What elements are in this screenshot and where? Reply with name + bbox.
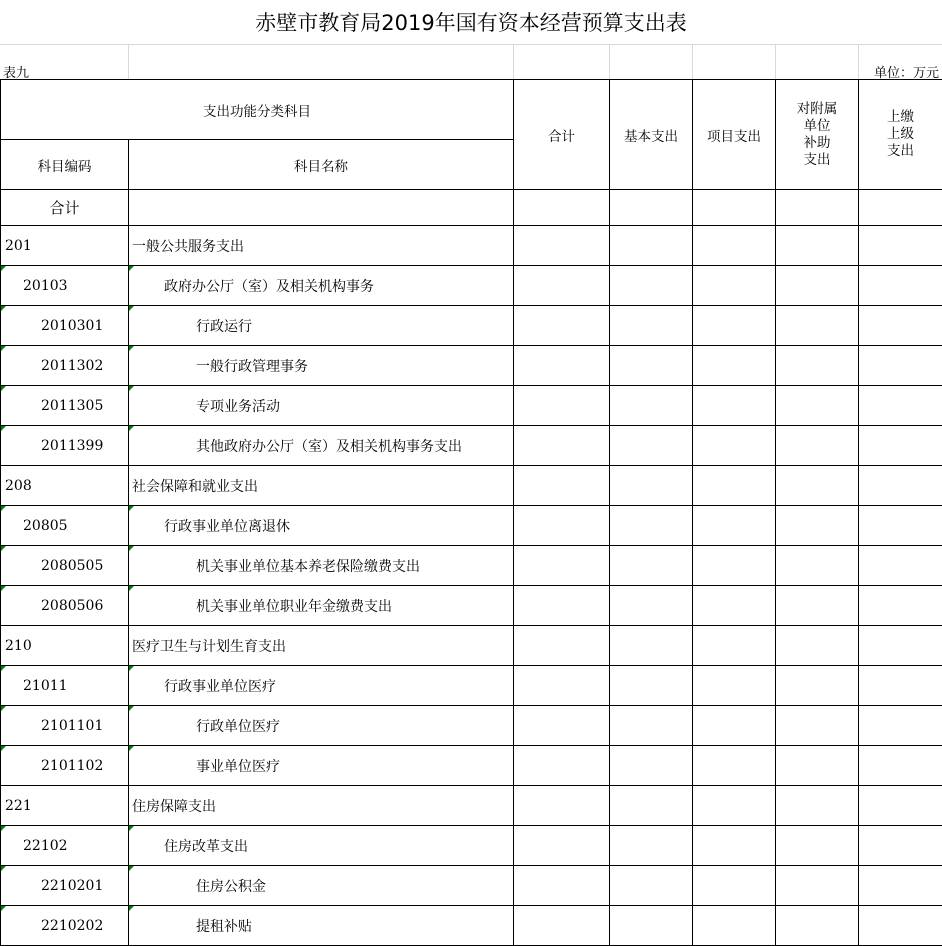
project-amount-cell[interactable] (693, 586, 776, 626)
header-code: 科目编码 (1, 140, 129, 190)
project-amount-cell[interactable] (693, 866, 776, 906)
table-row (1, 546, 942, 586)
subject-name-cell[interactable] (129, 586, 514, 626)
subject-code: 22102 (23, 838, 68, 854)
subject-name: 行政事业单位离退休 (164, 519, 290, 535)
basic-amount-cell[interactable] (610, 226, 693, 266)
subject-name: 其他政府办公厅（室）及相关机构事务支出 (196, 439, 462, 455)
total-amount-cell[interactable] (514, 626, 610, 666)
cell-marker-icon (1, 266, 6, 271)
project-amount-cell[interactable] (693, 826, 776, 866)
subject-code: 2011305 (41, 398, 103, 414)
subject-name-cell[interactable] (129, 666, 514, 706)
basic-amount-cell[interactable] (610, 866, 693, 906)
remit-amount-cell[interactable] (859, 746, 942, 786)
basic-amount-cell[interactable] (610, 506, 693, 546)
subject-code: 201 (5, 238, 32, 254)
subject-code: 2210201 (41, 878, 103, 894)
cell-marker-icon (129, 666, 134, 671)
subsidy-amount-cell[interactable] (776, 306, 859, 346)
subject-code-cell[interactable] (1, 786, 129, 826)
table-row (1, 826, 942, 866)
table-number-label: 表九 (3, 62, 29, 81)
project-amount-cell[interactable] (693, 266, 776, 306)
project-amount-cell[interactable] (693, 706, 776, 746)
cell-marker-icon (1, 706, 6, 711)
project-amount-cell[interactable] (693, 306, 776, 346)
grid-line (858, 44, 859, 79)
subsidy-amount-cell[interactable] (776, 586, 859, 626)
subject-name-cell[interactable] (129, 306, 514, 346)
subject-name: 一般公共服务支出 (132, 239, 244, 255)
sheet-title: 赤壁市教育局2019年国有资本经营预算支出表 (0, 0, 942, 45)
subsidy-amount-cell[interactable] (776, 906, 859, 946)
total-amount-cell[interactable] (514, 826, 610, 866)
total-amount-cell[interactable] (514, 266, 610, 306)
header-name: 科目名称 (129, 140, 514, 190)
subject-code-cell[interactable] (1, 346, 129, 386)
table-row (1, 386, 942, 426)
basic-amount-cell[interactable] (610, 746, 693, 786)
project-amount-cell[interactable] (693, 746, 776, 786)
table-row (1, 506, 942, 546)
grid-line (128, 44, 129, 79)
subject-code-cell[interactable] (1, 306, 129, 346)
cell-marker-icon (129, 906, 134, 911)
basic-amount-cell[interactable] (610, 666, 693, 706)
subject-code-cell[interactable] (1, 626, 129, 666)
subject-name-cell[interactable] (129, 866, 514, 906)
total-amount-cell[interactable] (514, 506, 610, 546)
subsidy-amount-cell[interactable] (776, 466, 859, 506)
subsidy-amount-cell[interactable] (776, 426, 859, 466)
subject-name-cell[interactable] (129, 746, 514, 786)
cell-marker-icon (1, 346, 6, 351)
subject-code: 2080506 (41, 598, 103, 614)
subject-code: 20103 (23, 278, 68, 294)
cell-marker-icon (129, 826, 134, 831)
grid-line (775, 44, 776, 79)
remit-amount-cell[interactable] (859, 586, 942, 626)
project-amount-cell[interactable] (693, 386, 776, 426)
total-amount-cell (514, 190, 610, 226)
project-amount-cell[interactable] (693, 506, 776, 546)
cell-marker-icon (129, 386, 134, 391)
total-name-cell (129, 190, 514, 226)
total-amount-cell[interactable] (514, 866, 610, 906)
header-row-1 (1, 80, 942, 140)
table-row (1, 866, 942, 906)
subject-name-cell[interactable] (129, 786, 514, 826)
total-basic-cell (610, 190, 693, 226)
cell-marker-icon (129, 306, 134, 311)
subject-name: 机关事业单位基本养老保险缴费支出 (196, 559, 420, 575)
cell-marker-icon (129, 426, 134, 431)
subject-code-cell[interactable] (1, 266, 129, 306)
subject-name: 行政运行 (196, 319, 252, 335)
basic-amount-cell[interactable] (610, 426, 693, 466)
header-category-group: 支出功能分类科目 (1, 80, 514, 140)
total-row-label: 合计 (1, 190, 129, 226)
project-amount-cell[interactable] (693, 546, 776, 586)
total-amount-cell[interactable] (514, 786, 610, 826)
remit-amount-cell[interactable] (859, 266, 942, 306)
subject-name: 专项业务活动 (196, 399, 280, 415)
subject-code-cell[interactable] (1, 666, 129, 706)
subject-code: 2210202 (41, 918, 103, 934)
cell-marker-icon (1, 666, 6, 671)
subject-name-cell[interactable] (129, 346, 514, 386)
meta-row (0, 44, 942, 79)
basic-amount-cell[interactable] (610, 266, 693, 306)
total-subsidy-cell (776, 190, 859, 226)
subject-code-cell[interactable] (1, 586, 129, 626)
cell-marker-icon (1, 546, 6, 551)
subsidy-amount-cell[interactable] (776, 386, 859, 426)
table-row (1, 626, 942, 666)
remit-amount-cell[interactable] (859, 546, 942, 586)
cell-marker-icon (1, 386, 6, 391)
subject-code-cell[interactable] (1, 546, 129, 586)
subject-name-cell[interactable] (129, 466, 514, 506)
subsidy-amount-cell[interactable] (776, 346, 859, 386)
cell-marker-icon (129, 346, 134, 351)
cell-marker-icon (1, 826, 6, 831)
subsidy-amount-cell[interactable] (776, 826, 859, 866)
project-amount-cell[interactable] (693, 426, 776, 466)
total-amount-cell[interactable] (514, 306, 610, 346)
grid-line (692, 44, 693, 79)
remit-amount-cell[interactable] (859, 826, 942, 866)
subsidy-amount-cell[interactable] (776, 626, 859, 666)
basic-amount-cell[interactable] (610, 906, 693, 946)
subject-name-cell[interactable] (129, 826, 514, 866)
total-amount-cell[interactable] (514, 226, 610, 266)
subject-code: 210 (5, 638, 32, 654)
subsidy-amount-cell[interactable] (776, 706, 859, 746)
cell-marker-icon (1, 506, 6, 511)
remit-amount-cell[interactable] (859, 226, 942, 266)
table-row (1, 466, 942, 506)
total-amount-cell[interactable] (514, 706, 610, 746)
cell-marker-icon (129, 746, 134, 751)
table-row (1, 306, 942, 346)
budget-table (0, 79, 942, 946)
subject-code: 208 (5, 478, 32, 494)
cell-marker-icon (1, 306, 6, 311)
remit-amount-cell[interactable] (859, 706, 942, 746)
project-amount-cell[interactable] (693, 626, 776, 666)
project-amount-cell[interactable] (693, 466, 776, 506)
remit-amount-cell[interactable] (859, 866, 942, 906)
basic-amount-cell[interactable] (610, 306, 693, 346)
subject-name: 行政事业单位医疗 (164, 679, 276, 695)
subject-code-cell[interactable] (1, 506, 129, 546)
table-row (1, 906, 942, 946)
subject-name-cell[interactable] (129, 226, 514, 266)
subject-name-cell[interactable] (129, 546, 514, 586)
cell-marker-icon (129, 546, 134, 551)
subject-code: 21011 (23, 678, 68, 694)
subject-code: 2101101 (41, 718, 103, 734)
remit-amount-cell[interactable] (859, 386, 942, 426)
total-amount-cell[interactable] (514, 746, 610, 786)
subject-name-cell[interactable] (129, 386, 514, 426)
subject-name: 一般行政管理事务 (196, 359, 308, 375)
subject-code-cell[interactable] (1, 426, 129, 466)
subject-code: 221 (5, 798, 32, 814)
remit-amount-cell[interactable] (859, 666, 942, 706)
total-amount-cell[interactable] (514, 386, 610, 426)
subject-code: 2010301 (41, 318, 103, 334)
cell-marker-icon (129, 866, 134, 871)
basic-amount-cell[interactable] (610, 346, 693, 386)
remit-amount-cell[interactable] (859, 426, 942, 466)
subject-name: 提租补贴 (196, 919, 252, 935)
basic-amount-cell[interactable] (610, 546, 693, 586)
subject-name-cell[interactable] (129, 906, 514, 946)
subject-code-cell[interactable] (1, 706, 129, 746)
total-project-cell (693, 190, 776, 226)
grid-line (513, 44, 514, 79)
subject-code-cell[interactable] (1, 386, 129, 426)
subject-code-cell[interactable] (1, 226, 129, 266)
total-remit-cell (859, 190, 942, 226)
grid-line (609, 44, 610, 79)
remit-amount-cell[interactable] (859, 346, 942, 386)
table-row (1, 706, 942, 746)
subsidy-amount-cell[interactable] (776, 226, 859, 266)
subject-name: 机关事业单位职业年金缴费支出 (196, 599, 392, 615)
subject-name: 社会保障和就业支出 (132, 479, 258, 495)
table-row (1, 346, 942, 386)
subject-name-cell[interactable] (129, 266, 514, 306)
subject-name: 政府办公厅（室）及相关机构事务 (164, 279, 374, 295)
subject-name: 住房改革支出 (164, 839, 248, 855)
table-row (1, 426, 942, 466)
header-remit: 上缴 上级 支出 (859, 80, 942, 190)
header-total: 合计 (514, 80, 610, 190)
remit-amount-cell[interactable] (859, 786, 942, 826)
remit-amount-cell[interactable] (859, 506, 942, 546)
total-amount-cell[interactable] (514, 346, 610, 386)
total-amount-cell[interactable] (514, 906, 610, 946)
remit-amount-cell[interactable] (859, 906, 942, 946)
project-amount-cell[interactable] (693, 346, 776, 386)
total-amount-cell[interactable] (514, 546, 610, 586)
subject-name-cell[interactable] (129, 506, 514, 546)
cell-marker-icon (1, 426, 6, 431)
unit-label: 单位：万元 (874, 62, 939, 81)
basic-amount-cell[interactable] (610, 386, 693, 426)
subject-code-cell[interactable] (1, 826, 129, 866)
remit-amount-cell[interactable] (859, 466, 942, 506)
cell-marker-icon (129, 586, 134, 591)
basic-amount-cell[interactable] (610, 826, 693, 866)
subject-name: 住房保障支出 (132, 799, 216, 815)
table-row (1, 266, 942, 306)
subsidy-amount-cell[interactable] (776, 546, 859, 586)
subject-name-cell[interactable] (129, 426, 514, 466)
cell-marker-icon (1, 586, 6, 591)
subsidy-amount-cell[interactable] (776, 266, 859, 306)
subject-name: 行政单位医疗 (196, 719, 280, 735)
subject-code: 20805 (23, 518, 68, 534)
remit-amount-cell[interactable] (859, 306, 942, 346)
subject-name: 住房公积金 (196, 879, 266, 895)
subsidy-amount-cell[interactable] (776, 746, 859, 786)
total-row (1, 190, 942, 226)
table-row (1, 746, 942, 786)
subject-code-cell[interactable] (1, 866, 129, 906)
subsidy-amount-cell[interactable] (776, 506, 859, 546)
cell-marker-icon (1, 866, 6, 871)
project-amount-cell[interactable] (693, 666, 776, 706)
total-amount-cell[interactable] (514, 426, 610, 466)
cell-marker-icon (129, 706, 134, 711)
basic-amount-cell[interactable] (610, 626, 693, 666)
subject-code: 2011302 (41, 358, 103, 374)
table-body (1, 80, 942, 946)
subject-code: 2080505 (41, 558, 103, 574)
table-row (1, 586, 942, 626)
total-amount-cell[interactable] (514, 466, 610, 506)
project-amount-cell[interactable] (693, 786, 776, 826)
header-basic: 基本支出 (610, 80, 693, 190)
subsidy-amount-cell[interactable] (776, 666, 859, 706)
table-row (1, 226, 942, 266)
subsidy-amount-cell[interactable] (776, 866, 859, 906)
header-subsidy: 对附属 单位 补助 支出 (776, 80, 859, 190)
subject-code-cell[interactable] (1, 906, 129, 946)
total-amount-cell[interactable] (514, 666, 610, 706)
subject-name-cell[interactable] (129, 706, 514, 746)
subject-code: 2101102 (41, 758, 103, 774)
header-project: 项目支出 (693, 80, 776, 190)
subsidy-amount-cell[interactable] (776, 786, 859, 826)
cell-marker-icon (1, 906, 6, 911)
basic-amount-cell[interactable] (610, 466, 693, 506)
subject-name-cell[interactable] (129, 626, 514, 666)
subject-name: 医疗卫生与计划生育支出 (132, 639, 286, 655)
basic-amount-cell[interactable] (610, 786, 693, 826)
subject-code-cell[interactable] (1, 466, 129, 506)
basic-amount-cell[interactable] (610, 586, 693, 626)
cell-marker-icon (129, 266, 134, 271)
project-amount-cell[interactable] (693, 226, 776, 266)
cell-marker-icon (129, 506, 134, 511)
table-row (1, 786, 942, 826)
remit-amount-cell[interactable] (859, 626, 942, 666)
subject-name: 事业单位医疗 (196, 759, 280, 775)
total-amount-cell[interactable] (514, 586, 610, 626)
table-row (1, 666, 942, 706)
subject-code: 2011399 (41, 438, 103, 454)
subject-code-cell[interactable] (1, 746, 129, 786)
basic-amount-cell[interactable] (610, 706, 693, 746)
project-amount-cell[interactable] (693, 906, 776, 946)
cell-marker-icon (1, 746, 6, 751)
